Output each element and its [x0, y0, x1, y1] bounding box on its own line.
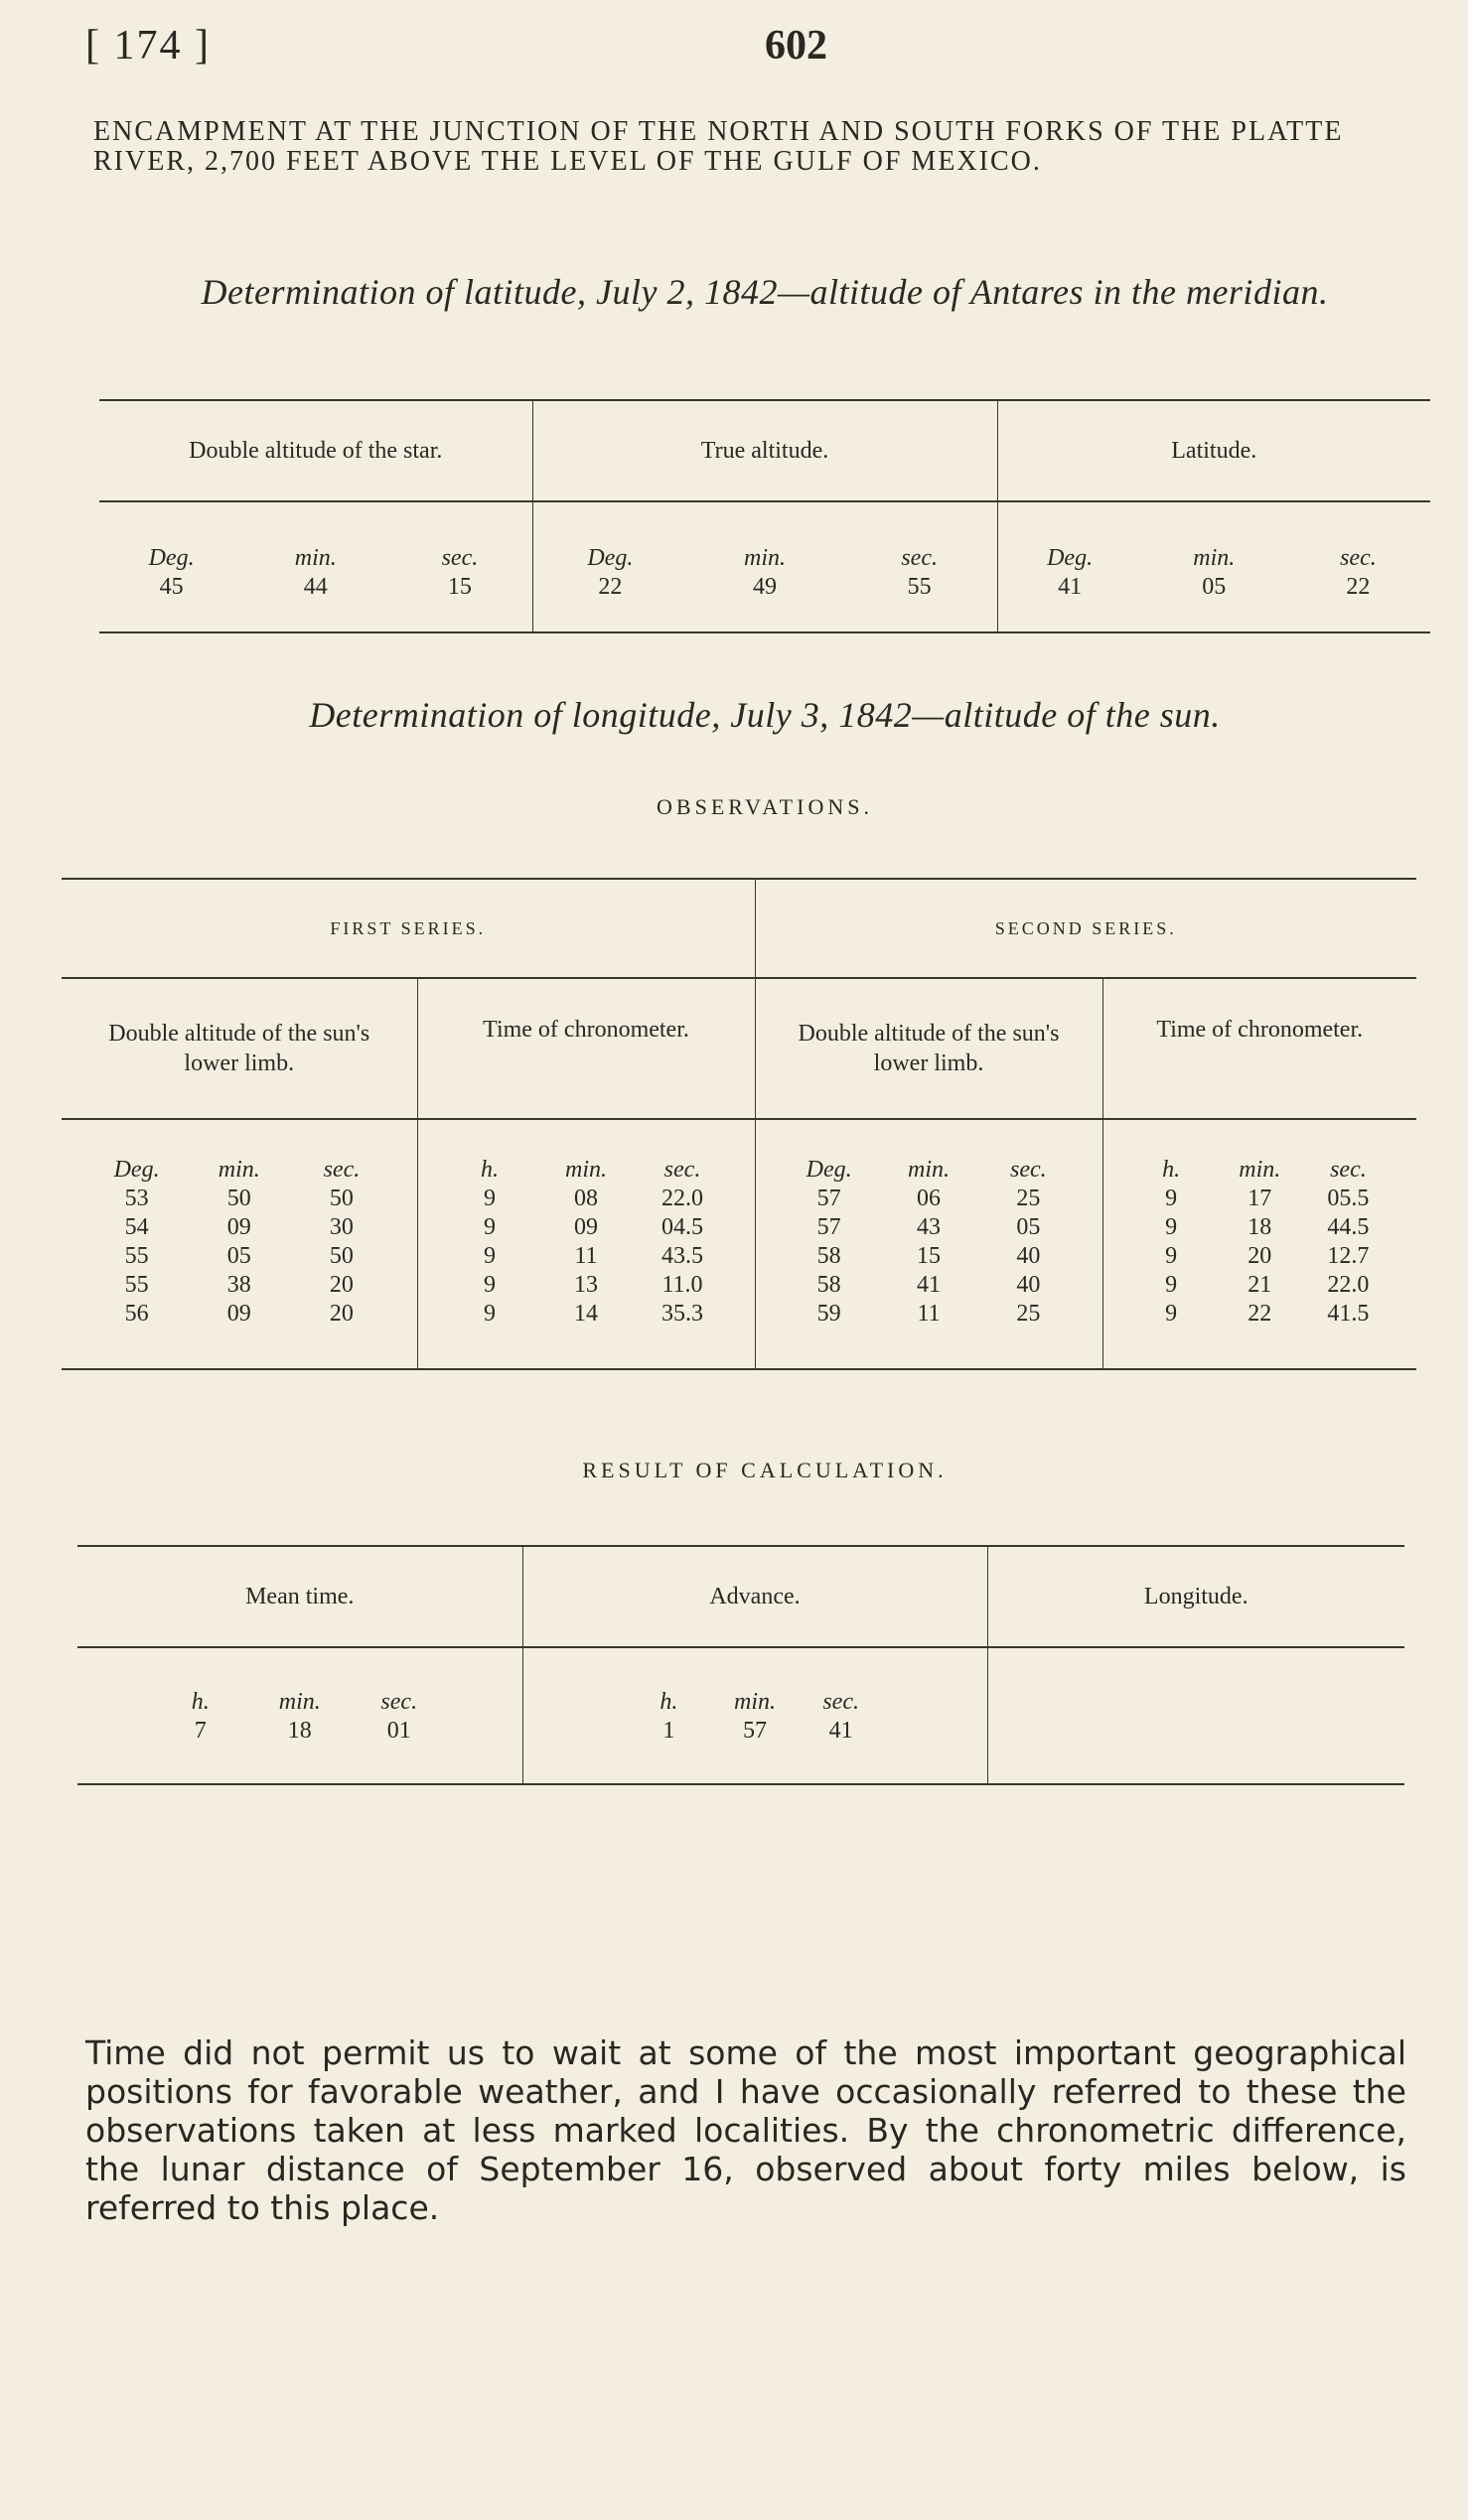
observation-value: 44.5	[1327, 1214, 1370, 1240]
second-series-label: SECOND SERIES.	[755, 879, 1416, 978]
observation-value: 58	[816, 1272, 841, 1298]
page-number: 602	[765, 23, 827, 69]
observation-value: 05	[226, 1243, 251, 1269]
observation-value: 22	[1248, 1301, 1272, 1327]
observation-value: 9	[1165, 1272, 1178, 1298]
observation-value: 11	[574, 1243, 598, 1269]
observation-value: 43	[916, 1214, 941, 1240]
observation-value: 09	[226, 1214, 251, 1240]
observation-value: 40	[1016, 1272, 1041, 1298]
observation-value: 18	[1248, 1214, 1272, 1240]
observation-value: 55	[124, 1243, 149, 1269]
observation-value: 9	[1165, 1243, 1178, 1269]
observation-value: 9	[484, 1301, 496, 1327]
page-header	[85, 22, 1436, 81]
second-series-col-altitude: Double altitude of the sun's lower limb.	[755, 978, 1102, 1119]
result-col-mean-time: Mean time.	[245, 1584, 355, 1610]
result-table	[77, 1545, 1404, 1785]
observation-value: 9	[1165, 1301, 1178, 1327]
observation-value: 41.5	[1327, 1301, 1370, 1327]
observation-value: 9	[1165, 1186, 1178, 1211]
longitude-title: Determination of longitude, July 3, 1842—altitude of the sun.	[309, 695, 1221, 735]
observation-value: 38	[226, 1272, 251, 1298]
observation-value: 57	[816, 1214, 841, 1240]
observation-value: 9	[1165, 1214, 1178, 1240]
observations-label: OBSERVATIONS.	[657, 794, 873, 819]
result-cell-mean-time: h. min. sec. 7 18 01	[191, 1689, 418, 1744]
observation-value: 09	[226, 1301, 251, 1327]
observation-value: 15	[916, 1243, 941, 1269]
first-series-times: h. min. sec. 9 08 22.0 9 09 04.5 9 11 43.5 9 13 11.0 9 14 35.3	[417, 1119, 755, 1369]
first-series-col-altitude: Double altitude of the sun's lower limb.	[108, 1021, 370, 1076]
observation-value: 04.5	[661, 1214, 703, 1240]
observation-value: 9	[484, 1243, 496, 1269]
observation-value: 25	[1016, 1186, 1041, 1211]
second-series-col-time: Time of chronometer.	[1102, 978, 1416, 1119]
observation-value: 05.5	[1327, 1186, 1370, 1211]
result-label: RESULT OF CALCULATION.	[582, 1458, 948, 1482]
observation-value: 56	[124, 1301, 149, 1327]
observation-value: 50	[329, 1243, 354, 1269]
first-series-col-time: Time of chronometer.	[417, 978, 755, 1119]
observation-value: 25	[1016, 1301, 1041, 1327]
observation-value: 08	[574, 1186, 598, 1211]
latitude-cell-true-altitude: Deg. min. sec. 22 49 55	[532, 501, 997, 632]
observation-value: 41	[916, 1272, 941, 1298]
observation-value: 09	[574, 1214, 598, 1240]
latitude-cell-latitude: Deg. min. sec. 41 05 22	[997, 501, 1430, 632]
observation-value: 50	[226, 1186, 251, 1211]
observation-value: 9	[484, 1186, 496, 1211]
observation-value: 53	[124, 1186, 149, 1211]
section-heading: ENCAMPMENT AT THE JUNCTION OF THE NORTH AND SOUTH FORKS OF THE PLATTE RIVER, 2,700 FEET ABOVE THE LEVEL OF THE GULF OF MEXICO.	[93, 116, 1344, 177]
observation-value: 57	[816, 1186, 841, 1211]
observation-value: 55	[124, 1272, 149, 1298]
latitude-title: Determination of latitude, July 2, 1842—altitude of Antares in the meridian.	[201, 272, 1329, 312]
observation-value: 22.0	[661, 1186, 703, 1211]
first-series-label: FIRST SERIES.	[330, 918, 487, 938]
observation-value: 20	[329, 1301, 354, 1327]
observation-value: 9	[484, 1214, 496, 1240]
result-cell-advance: h. min. sec. 1 57 41	[522, 1647, 987, 1784]
latitude-cell-double-altitude: Deg. min. sec. 45 44 15	[148, 545, 479, 600]
observation-value: 17	[1248, 1186, 1272, 1211]
observation-value: 50	[329, 1186, 354, 1211]
observation-value: 12.7	[1327, 1243, 1370, 1269]
page-bracket-number: [ 174 ]	[85, 23, 211, 69]
observation-value: 40	[1016, 1243, 1041, 1269]
observation-value: 20	[1248, 1243, 1272, 1269]
observation-value: 35.3	[661, 1301, 703, 1327]
latitude-col-latitude: Latitude.	[997, 400, 1430, 501]
latitude-table	[99, 399, 1430, 633]
body-paragraph: Time did not permit us to wait at some of the most important geographical positions for favorable weather, and I have occasionally referred to these the observations taken at less marked localities. By the chronometric difference, the lunar distance of September 16, observed about forty miles below, is referred to this place.	[85, 2033, 1406, 2227]
observation-value: 06	[916, 1186, 941, 1211]
latitude-col-true-altitude: True altitude.	[532, 400, 997, 501]
observation-value: 30	[329, 1214, 354, 1240]
observation-value: 20	[329, 1272, 354, 1298]
observation-value: 58	[816, 1243, 841, 1269]
latitude-col-double-altitude: Double altitude of the star.	[189, 438, 443, 464]
first-series-altitudes: Deg. min. sec. 53 50 50 54 09 30 55 05 50 55 38 20 56 09 20	[113, 1157, 361, 1327]
second-series-altitudes: Deg. min. sec. 57 06 25 57 43 05 58 15 40 58 41 40 59 11 25	[755, 1119, 1102, 1369]
observation-value: 11.0	[661, 1272, 703, 1298]
observation-value: 59	[816, 1301, 841, 1327]
result-col-longitude: Longitude.	[987, 1546, 1404, 1647]
result-cell-longitude	[987, 1647, 1404, 1784]
observation-value: 43.5	[661, 1243, 703, 1269]
second-series-times: h. min. sec. 9 17 05.5 9 18 44.5 9 20 12.7 9 21 22.0 9 22 41.5	[1102, 1119, 1416, 1369]
observation-value: 22.0	[1327, 1272, 1370, 1298]
observation-value: 9	[484, 1272, 496, 1298]
result-col-advance: Advance.	[522, 1546, 987, 1647]
observation-value: 13	[574, 1272, 598, 1298]
observation-value: 11	[917, 1301, 941, 1327]
observation-value: 21	[1248, 1272, 1272, 1298]
observations-table	[62, 878, 1416, 1370]
observation-value: 14	[574, 1301, 598, 1327]
observation-value: 54	[124, 1214, 149, 1240]
observation-value: 05	[1016, 1214, 1041, 1240]
